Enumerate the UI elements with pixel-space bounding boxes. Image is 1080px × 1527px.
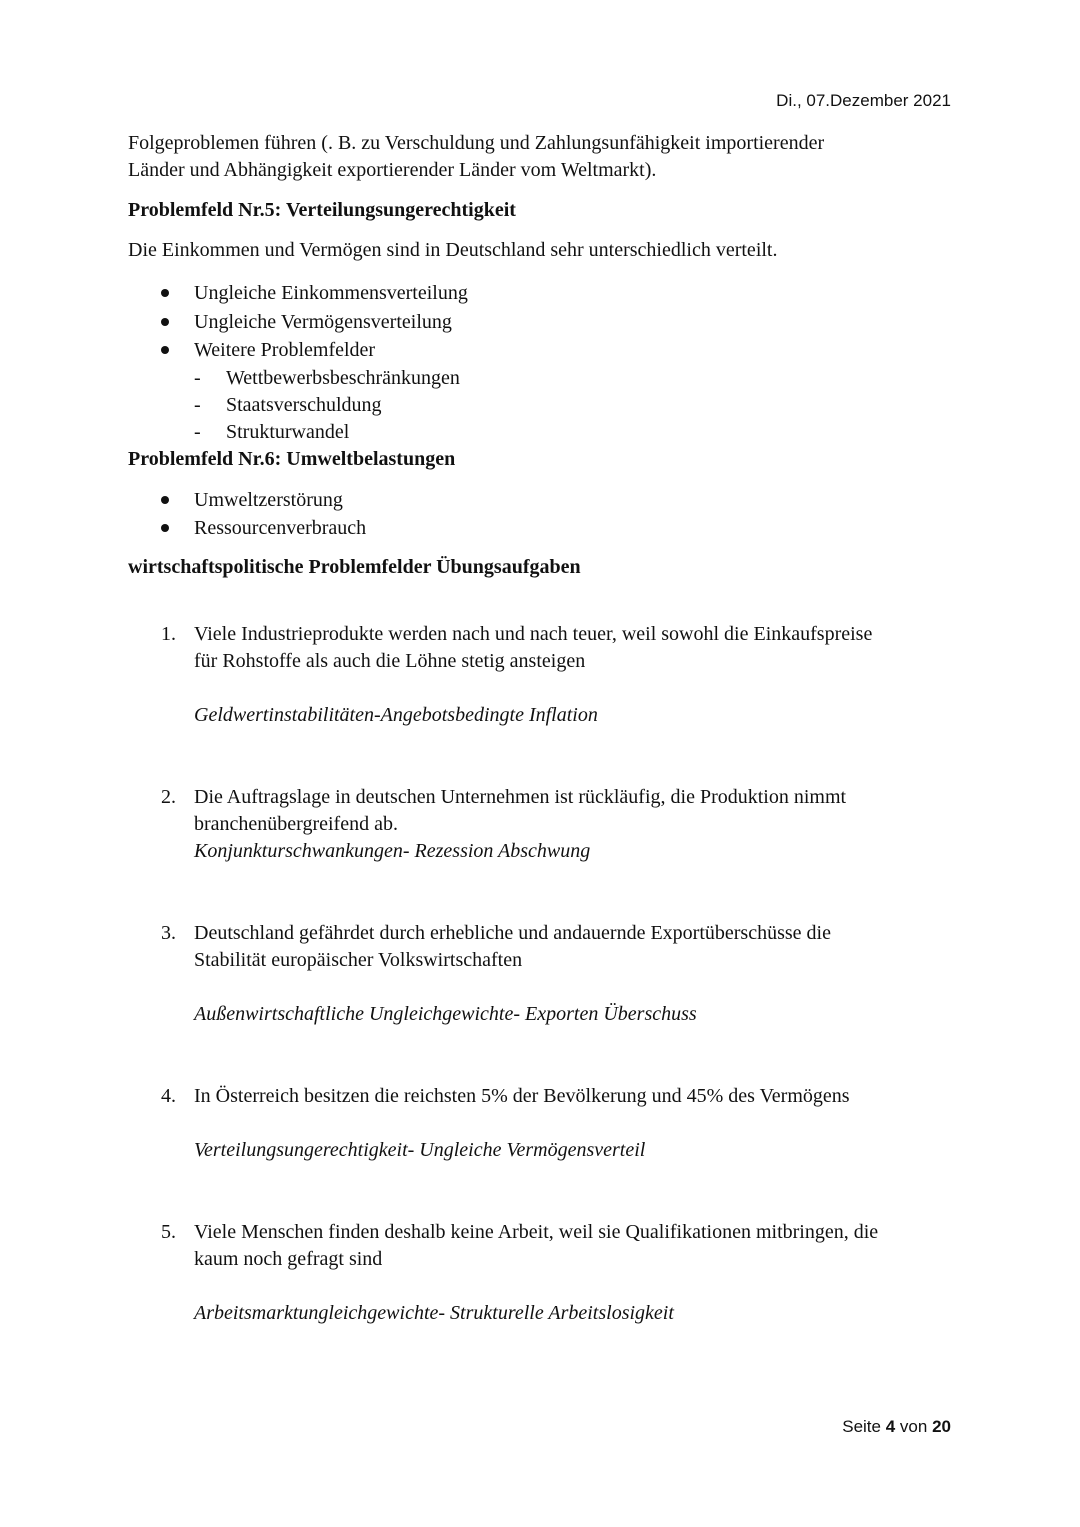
document-body	[128, 130, 958, 1327]
sub-item-label: Strukturwandel	[226, 420, 350, 443]
bullet-label: Ungleiche Einkommensverteilung	[194, 282, 468, 304]
intro-paragraph	[128, 130, 958, 184]
exercise-question-line: Viele Industrieprodukte werden nach und nach teuer, weil sowohl die Einkaufspreise	[194, 622, 873, 645]
page-footer	[842, 1416, 951, 1438]
bullet-item	[128, 279, 958, 308]
footer-prefix: Seite	[842, 1417, 881, 1436]
dash-marker: -	[194, 393, 201, 416]
bullet-item	[128, 336, 958, 365]
sub-item	[128, 419, 958, 446]
exercise-question-line: kaum noch gefragt sind	[194, 1247, 383, 1270]
section5-text: Die Einkommen und Vermögen sind in Deutschland sehr unterschiedlich verteilt.	[128, 239, 778, 261]
bullet-label: Ressourcenverbrauch	[194, 517, 367, 539]
section5-sub-list	[128, 365, 958, 446]
exercise-answer: Außenwirtschaftliche Ungleichgewichte- Exporten Überschuss	[194, 1002, 697, 1025]
bullet-icon	[161, 289, 169, 297]
exercise-item	[128, 621, 958, 729]
footer-middle: von	[899, 1417, 928, 1436]
bullet-label: Umweltzerstörung	[194, 488, 343, 511]
dash-marker: -	[194, 420, 201, 443]
exercise-question-line: Stabilität europäischer Volkswirtschaften	[194, 948, 523, 971]
intro-line: Folgeproblemen führen (. B. zu Verschuldung und Zahlungsunfähigkeit importierender	[128, 132, 825, 154]
bullet-label: Ungleiche Vermögensverteilung	[194, 310, 452, 333]
bullet-item	[128, 308, 958, 337]
exercise-item	[128, 784, 958, 865]
exercise-number: 4.	[161, 1084, 176, 1107]
exercise-answer: Konjunkturschwankungen- Rezession Abschwung	[194, 839, 591, 862]
exercise-question-line: Viele Menschen finden deshalb keine Arbeit, weil sie Qualifikationen mitbringen, die	[194, 1220, 879, 1243]
bullet-label: Weitere Problemfelder	[194, 339, 376, 361]
exercise-question-line: Deutschland gefährdet durch erhebliche und andauernde Exportüberschüsse die	[194, 921, 831, 944]
bullet-item	[128, 486, 958, 515]
exercise-number: 5.	[161, 1220, 176, 1243]
exercise-question-line: Die Auftragslage in deutschen Unternehmen ist rückläufig, die Produktion nimmt	[194, 785, 847, 808]
sub-item	[128, 365, 958, 392]
dash-marker: -	[194, 366, 201, 389]
bullet-icon	[161, 318, 169, 326]
sub-item-label: Staatsverschuldung	[226, 393, 382, 416]
sub-item	[128, 392, 958, 419]
section5-bullet-list	[128, 279, 958, 365]
exercise-answer: Verteilungsungerechtigkeit- Ungleiche Vermögensverteil	[194, 1138, 646, 1161]
bullet-icon	[161, 524, 169, 532]
sub-item-label: Wettbewerbsbeschränkungen	[226, 366, 460, 389]
exercise-item	[128, 920, 958, 1028]
section6-bullet-list	[128, 486, 958, 543]
exercise-item	[128, 1219, 958, 1327]
exercise-question-line: für Rohstoffe als auch die Löhne stetig ansteigen	[194, 649, 586, 672]
section6-heading: Problemfeld Nr.6: Umweltbelastungen	[128, 447, 456, 470]
section5-heading: Problemfeld Nr.5: Verteilungsungerechtigkeit	[128, 199, 516, 221]
exercise-number: 2.	[161, 785, 176, 808]
exercise-answer: Geldwertinstabilitäten-Angebotsbedingte Inflation	[194, 703, 598, 726]
exercise-item	[128, 1083, 958, 1164]
footer-total-pages: 20	[932, 1417, 951, 1436]
exercise-question-line: branchenübergreifend ab.	[194, 812, 398, 835]
header-date: Di., 07.Dezember 2021	[776, 91, 951, 110]
footer-page-number: 4	[885, 1417, 896, 1436]
exercises-title: wirtschaftspolitische Problemfelder Übungsaufgaben	[128, 555, 581, 578]
intro-line: Länder und Abhängigkeit exportierender Länder vom Weltmarkt).	[128, 159, 657, 181]
exercise-number: 3.	[161, 921, 176, 944]
exercise-number: 1.	[161, 622, 176, 645]
bullet-item	[128, 514, 958, 543]
bullet-icon	[161, 346, 169, 354]
exercise-question-line: In Österreich besitzen die reichsten 5% der Bevölkerung und 45% des Vermögens	[194, 1084, 850, 1107]
bullet-icon	[161, 496, 169, 504]
exercise-answer: Arbeitsmarktungleichgewichte- Strukturelle Arbeitslosigkeit	[194, 1301, 674, 1324]
